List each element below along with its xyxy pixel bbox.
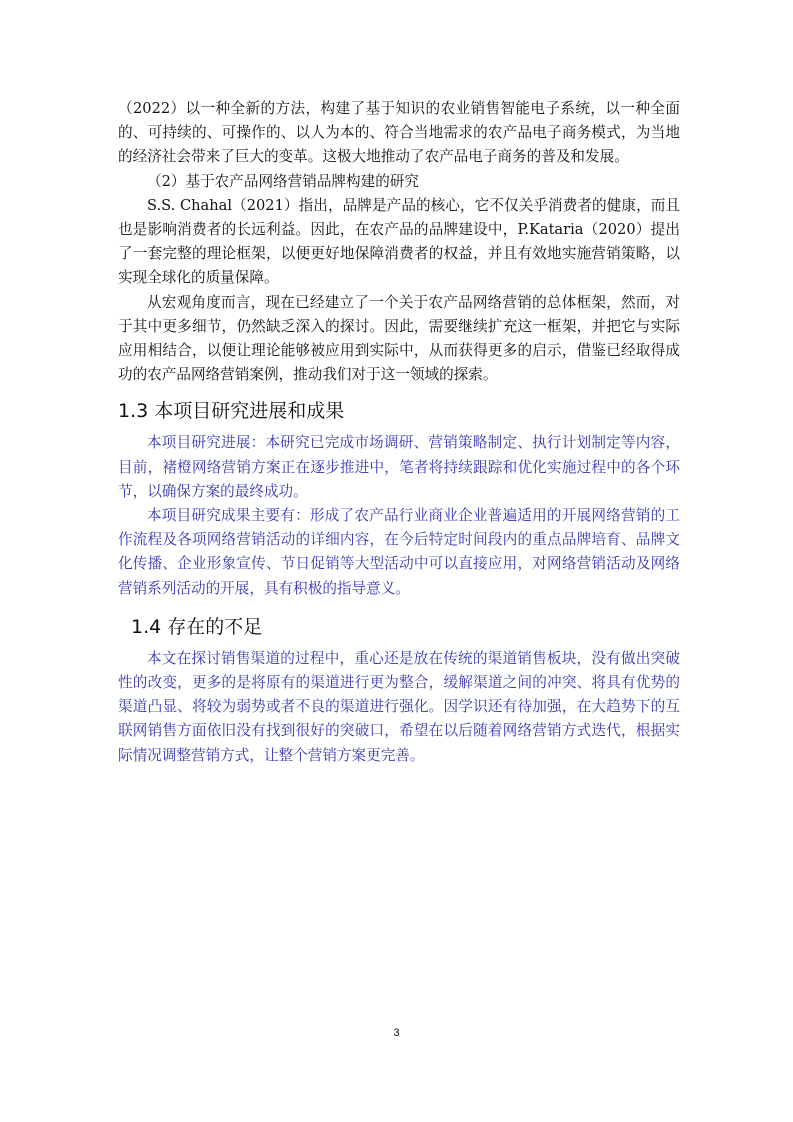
paragraph-macro-view: 从宏观角度而言，现在已经建立了一个关于农产品网络营销的总体框架，然而，对于其中更多细节，仍然缺乏深入的探讨。因此，需要继续扩充这一框架，并把它与实际应用相结合，以便让理论能够被应用到实际中，从而获得更多的启示，借鉴已经取得成功的农产品网络营销案例，推动我们对于这一领域的探索。: [118, 293, 680, 384]
subsection-heading-brand-research: （2）基于农产品网络营销品牌构建的研究: [147, 172, 419, 190]
paragraph-results: 本项目研究成果主要有：形成了农产品行业商业企业普遍适用的开展网络营销的工作流程及各项网络营销活动的详细内容，在今后特定时间段内的重点品牌培育、品牌文化传播、企业形象宣传、节日促销等大型活动中可以直接应用，对网络营销活动及网络营销系列活动的开展，具有积极的指导意义。: [118, 507, 680, 597]
section-heading-1-3: 1.3 本项目研究进展和成果: [118, 400, 345, 423]
section-heading-1-4: 1.4 存在的不足: [131, 615, 263, 638]
paragraph-shortcomings: 本文在探讨销售渠道的过程中，重心还是放在传统的渠道销售板块，没有做出突破性的改变，更多的是将原有的渠道进行更为整合，缓解渠道之间的冲突、将具有优势的渠道凸显、将较为弱势或者不良的渠道进行强化。因学识还有待加强，在大趋势下的互联网销售方面依旧没有找到很好的突破口，希望在以后随着网络营销方式迭代，根据实际情况调整营销方式，让整个营销方案更完善。: [118, 649, 680, 764]
paragraph-intro-continuation: （2022）以一种全新的方法，构建了基于知识的农业销售智能电子系统，以一种全面的、可持续的、可操作的、以人为本的、符合当地需求的农产品电子商务模式，为当地的经济社会带来了巨大的变革。这极大地推动了农产品电子商务的普及和发展。: [118, 100, 680, 166]
page-content: [118, 97, 680, 768]
paragraph-chahal: S.S. Chahal（2021）指出，品牌是产品的核心，它不仅关乎消费者的健康，而且也是影响消费者的长远利益。因此，在农产品的品牌建设中，P.Kataria（2020）提出了一套完整的理论框架，以便更好地保障消费者的权益，并且有效地实施营销策略，以实现全球化的质量保障。: [118, 196, 680, 287]
paragraph-progress: 本项目研究进展：本研究已完成市场调研、营销策略制定、执行计划制定等内容，目前，褚橙网络营销方案正在逐步推进中，笔者将持续跟踪和优化实施过程中的各个环节，以确保方案的最终成功。: [118, 434, 680, 500]
page-number: 3: [393, 1027, 400, 1039]
